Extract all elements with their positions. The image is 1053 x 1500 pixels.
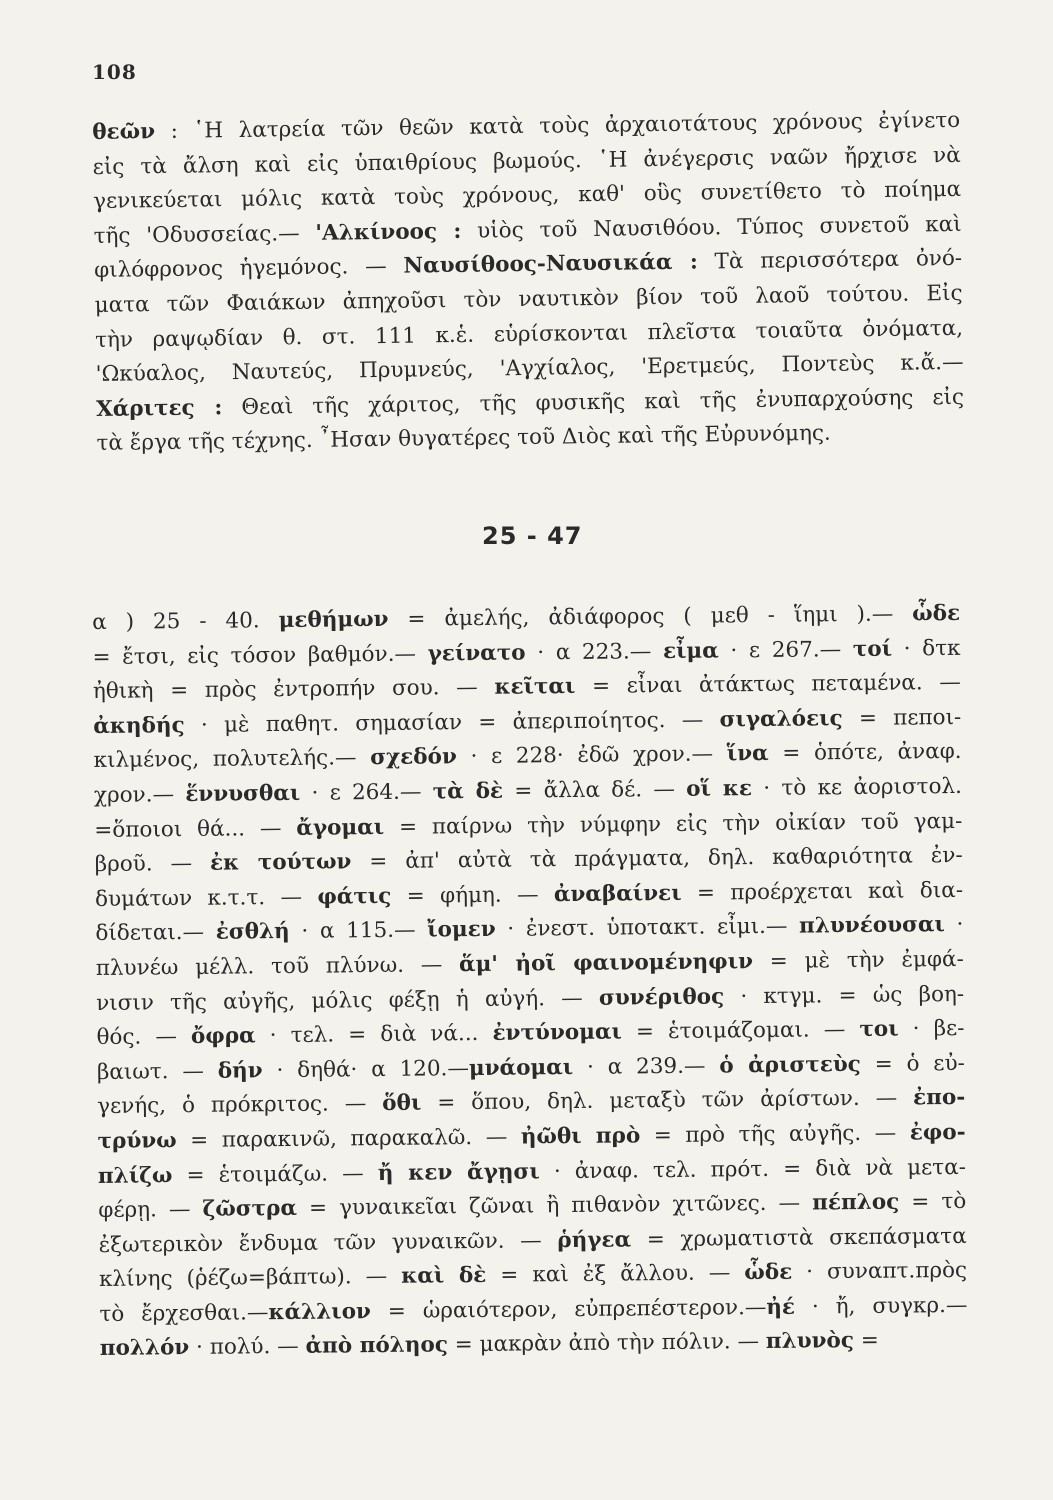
- text-run: α ) 25 - 40.: [92, 608, 279, 635]
- headword: ἐφο-: [909, 1119, 966, 1146]
- text-run: ·: [944, 912, 964, 938]
- headword: ὁ ἀριστεὺς: [719, 1051, 861, 1079]
- text-run: = προέρχεται καὶ δια-: [681, 877, 964, 906]
- text-run: · συναπτ.πρὸς: [792, 1258, 968, 1285]
- text-run: δίδεται.—: [95, 920, 216, 947]
- headword: πέπλος: [812, 1189, 900, 1216]
- text-run: φέρῃ. —: [98, 1196, 203, 1224]
- headword: ἀπὸ πόληος: [305, 1332, 449, 1360]
- text-run: = ἀπ' αὐτὰ τὰ πράγματα, δηλ. καθαριότητα ἐν-: [351, 843, 963, 875]
- headword: ὅθι: [382, 1090, 422, 1117]
- headword: ὧδε: [744, 1259, 793, 1286]
- text-run: · ε 228· ἐδῶ χρον.—: [456, 741, 727, 770]
- text-run: = καὶ ἐξ ἄλλου. —: [486, 1260, 745, 1289]
- glossary-paragraph: [92, 597, 968, 1367]
- headword: τὰ δὲ: [432, 778, 504, 805]
- text-run: = παρακινῶ, παρακαλῶ. —: [176, 1124, 521, 1154]
- headword: ἀναβαίνει: [553, 880, 682, 907]
- headword: ἅμ' ἠοῖ φαινομένηφιν: [458, 949, 754, 978]
- text-run: · ἐνεστ. ὑποτακτ. εἶμι.—: [495, 913, 800, 943]
- text-run: γενικεύεται μόλις κατὰ τοὺς χρόνους, καθ' οὓς συνετίθετο τὸ ποίημα: [93, 177, 962, 215]
- text-run: φιλόφρονος ἡγεμόνος. —: [93, 254, 404, 284]
- text-run: θός. —: [96, 1024, 192, 1051]
- headword: ὄφρα: [190, 1023, 256, 1050]
- text-run: =: [853, 1328, 879, 1354]
- text-run: βαιωτ. —: [96, 1058, 218, 1085]
- text-run: · ε 264.—: [300, 779, 433, 806]
- text-run: = παίρνω τὴν νύμφην εἰς τὴν οἰκίαν τοῦ γαμ-: [383, 808, 963, 840]
- headword: πλυνέουσαι: [798, 912, 946, 939]
- headword: ὧδε: [912, 600, 961, 627]
- text-run: Θεαὶ τῆς χάριτος, τῆς φυσικῆς καὶ τῆς ἐνυπαρχούσης εἰς: [222, 384, 965, 420]
- text-run: = μὲ τὴν ἐμφά-: [752, 946, 964, 975]
- text-run: εἰς τὰ ἄλση καὶ εἰς ὑπαιθρίους βωμούς. ῾Η ἀνέγερσις ναῶν ἤρχισε νὰ: [92, 142, 961, 180]
- text-run: ματα τῶν Φαιάκων ἀπηχοῦσι τὸν ναυτικὸν βίον τοῦ λαοῦ τούτου. Εἰς: [94, 280, 963, 318]
- text-run: = χρωματιστὰ σκεπάσματα: [630, 1223, 967, 1253]
- headword: πλυνὸς: [765, 1328, 855, 1355]
- headword: ἠέ: [766, 1294, 796, 1320]
- headword: τοί: [852, 636, 893, 662]
- text-run: Τὰ περισσότερα ὀνό-: [697, 246, 963, 275]
- text-run: = ἄλλα δέ. —: [502, 776, 687, 804]
- text-run: · πολύ. —: [189, 1334, 306, 1361]
- text-run: · α 115.—: [289, 917, 428, 945]
- text-run: βροῦ. —: [94, 850, 211, 878]
- text-run: δυμάτων κ.τ.τ. —: [94, 884, 318, 912]
- headword: ἤ κεν ἄγῃσι: [377, 1158, 540, 1186]
- headword: σιγαλόεις: [719, 705, 843, 733]
- text-run: · μὲ παθητ. σημασίαν = ἀπεριποίητος. —: [184, 707, 720, 738]
- text-run: τὴν ραψῳδίαν θ. στ. 111 κ.ἑ. εὑρίσκονται πλεῖστα τοιαῦτα ὀνόματα,: [94, 315, 964, 353]
- text-run: = εἶναι ἀτάκτως πεταμένα. —: [575, 670, 961, 700]
- text-run: = ὁ εὐ-: [860, 1050, 965, 1077]
- text-run: · τὸ κε ἀοριστολ.: [751, 773, 963, 802]
- text-run: · ε 267.—: [718, 636, 853, 664]
- text-run: : ῾Η λατρεία τῶν θεῶν κατὰ τοὺς ἀρχαιοτάτους χρόνους ἐγίνετο: [154, 107, 961, 145]
- text-run: ἐξωτερικὸν ἔνδυμα τῶν γυναικῶν. —: [98, 1227, 558, 1258]
- headword: οἵ κε: [686, 776, 753, 802]
- headword: φάτις: [317, 883, 392, 910]
- text-run: τὰ ἔργα τῆς τέχνης. ῏Ησαν θυγατέρες τοῦ Διὸς καὶ τῆς Εὐρυνόμης.: [96, 421, 831, 457]
- headword: καὶ δὲ: [401, 1263, 487, 1290]
- headword: ἐσθλή: [215, 919, 290, 946]
- text-run: γενής, ὁ πρόκριτος. —: [97, 1091, 383, 1120]
- text-run: = φήμη. —: [391, 881, 555, 909]
- text-run: = ὡραιότερον, εὐπρεπέστερον.—: [370, 1294, 767, 1324]
- headword: 'Αλκίνοος :: [315, 218, 462, 246]
- text-run: = ὅπου, δηλ. μεταξὺ τῶν ἀρίστων. —: [421, 1085, 914, 1116]
- text-run: κλίνης (ῥέζω=βάπτω). —: [98, 1264, 402, 1293]
- headword: πολλόν: [99, 1335, 190, 1362]
- text-run: = ἑτοιμάζομαι. —: [621, 1017, 860, 1045]
- text-run: = ἔτσι, εἰς τόσον βαθμόν.—: [92, 641, 428, 670]
- commentary-paragraph: [92, 104, 965, 462]
- page-number: 108: [92, 60, 137, 84]
- text-run: · ἤ, συγκρ.—: [794, 1292, 968, 1320]
- headword: ἀκηδής: [93, 712, 185, 739]
- text-run: =ὅποιοι θά... —: [94, 815, 297, 843]
- headword: πλίζω: [97, 1162, 173, 1189]
- headword: Ναυσίθοος-Ναυσικάα :: [403, 249, 698, 280]
- text-run: · α 223.—: [525, 638, 664, 666]
- text-run: = ἑτοιμάζω. —: [172, 1160, 378, 1188]
- headword: ἵνα: [726, 741, 769, 767]
- headword: ἴομεν: [427, 917, 496, 943]
- headword: ζῶστρα: [202, 1195, 298, 1222]
- text-run: · ἀναφ. τελ. πρότ. = διὰ νὰ μετα-: [539, 1154, 967, 1184]
- text-run: = ἀμελής, ἀδιάφορος ( μεθ - ἵημι ).—: [388, 601, 913, 632]
- text-run: χρον.—: [93, 782, 186, 808]
- text-run: · δτκ: [891, 635, 961, 662]
- text-run: = τὸ: [899, 1188, 967, 1215]
- headword: τρύνω: [97, 1128, 177, 1154]
- headword: θεῶν: [92, 119, 156, 145]
- headword: τοι: [859, 1016, 899, 1043]
- text-run: νισιν τῆς αὐγῆς, μόλις φέξῃ ἡ αὐγή. —: [96, 985, 600, 1016]
- text-run: · α 239.—: [573, 1053, 720, 1080]
- text-run: · τελ. = διὰ νά...: [255, 1020, 493, 1049]
- headword: μνάομαι: [468, 1054, 574, 1081]
- headword: συνέριθος: [598, 983, 725, 1011]
- headword: μεθήμων: [278, 606, 389, 634]
- text-run: υἱὸς τοῦ Ναυσιθόου. Τύπος συνετοῦ καὶ: [461, 211, 962, 244]
- text-run: · δηθά· α 120.—: [262, 1055, 470, 1083]
- text-run: = ὁπότε, ἀναφ.: [768, 739, 962, 767]
- text-run: · βε-: [898, 1016, 965, 1042]
- section-heading: 25 - 47: [482, 522, 583, 550]
- headword: γείνατο: [427, 640, 526, 667]
- text-run: ἠθικὴ = πρὸς ἐντροπήν σου. —: [92, 674, 495, 705]
- headword: ῥήγεα: [557, 1227, 632, 1253]
- text-run: = γυναικεῖαι ζῶναι ἢ πιθανὸν χιτῶνες. —: [296, 1190, 813, 1221]
- headword: ἕννυσθαι: [185, 780, 301, 808]
- headword: εἶμα: [662, 638, 719, 664]
- text-run: πλυνέω μέλλ. τοῦ πλύνω. —: [95, 952, 460, 981]
- headword: Χάριτες :: [95, 394, 223, 422]
- headword: κεῖται: [494, 674, 576, 700]
- text-run: 'Ωκύαλος, Ναυτεύς, Πρυμνεύς, 'Αγχίαλος, 'Ερετμεύς, Ποντεὺς κ.ἄ.—: [95, 350, 964, 388]
- text-run: · κτγμ. = ὡς βοη-: [724, 981, 965, 1009]
- text-run: = μακρὰν ἀπὸ τὴν πόλιν. —: [447, 1329, 766, 1358]
- headword: ἐπο-: [912, 1085, 966, 1111]
- headword: σχεδόν: [370, 744, 457, 771]
- headword: ἐντύνομαι: [492, 1019, 622, 1046]
- headword: ἄγομαι: [296, 814, 385, 841]
- headword: ἠῶθι πρὸ: [520, 1123, 641, 1150]
- text-run: = πρὸ τῆς αὐγῆς. —: [640, 1120, 910, 1149]
- text-run: τῆς 'Οδυσσείας.—: [93, 220, 316, 249]
- text-run: = πεποι-: [842, 704, 962, 731]
- headword: δήν: [217, 1057, 263, 1084]
- headword: ἐκ τούτων: [209, 849, 352, 876]
- headword: κάλλιον: [268, 1298, 372, 1326]
- text-run: κιλμένος, πολυτελής.—: [93, 745, 371, 774]
- text-run: τὸ ἔρχεσθαι.—: [99, 1300, 269, 1327]
